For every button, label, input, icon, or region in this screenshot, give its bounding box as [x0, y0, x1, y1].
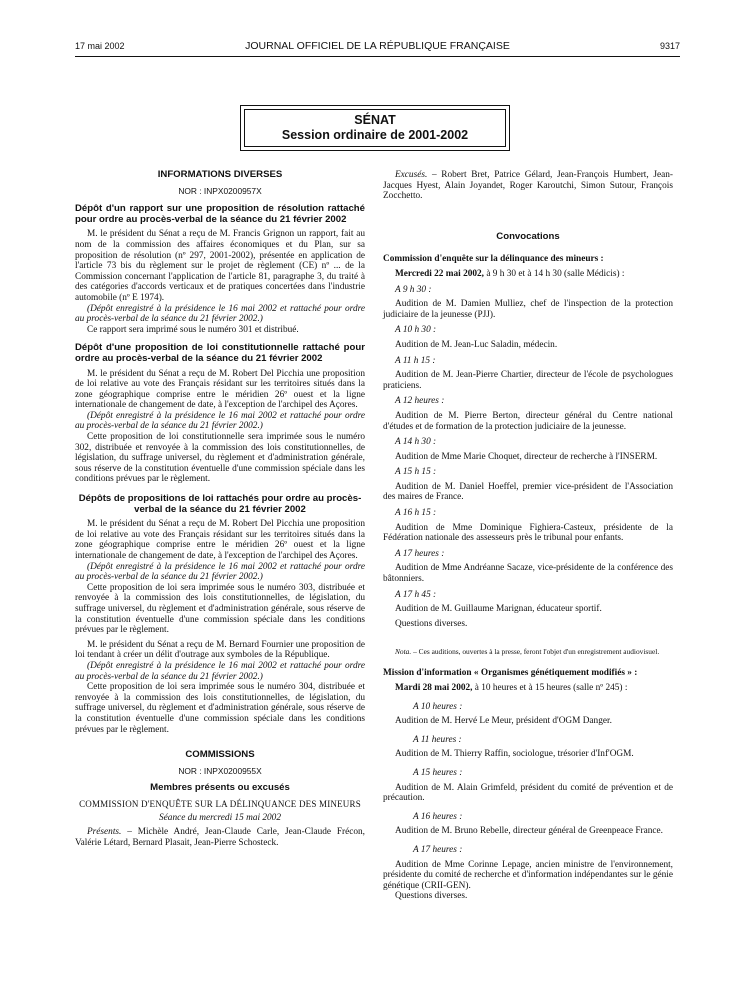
- deposit-3-title: Dépôts de propositions de loi rattachés pour ordre au procès-verbal de la séance du 21 février 2002: [78, 493, 362, 515]
- journal-title: JOURNAL OFFICIEL DE LA RÉPUBLIQUE FRANÇAISE: [245, 40, 510, 52]
- header-date: 17 mai 2002: [75, 41, 125, 51]
- schedule-time: A 15 h 15 :: [395, 467, 437, 478]
- nota-label: Nota.: [395, 647, 412, 657]
- mission-heading: Mission d'information « Organismes génétiquement modifiés » :: [383, 668, 638, 679]
- schedule-audition: Audition de M. Guillaume Marignan, éducateur sportif.: [395, 604, 602, 615]
- date-line-1: [383, 269, 673, 280]
- schedule-time: A 9 h 30 :: [395, 284, 432, 295]
- deposit-1-text: M. le président du Sénat a reçu de M. Francis Grignon un rapport, fait au nom de la commission des affaires économiques et du Plan, sur sa proposition de résolution (nº 297, 2001-2002), présentée en application de l'article 73 bis du règlement sur le projet de règlement (CE) nº ... de la Commission concernant l'application de l'article 81, paragraphe 3, du traité à des catégories d'accords verticaux et de pratiques concertées dans l'industrie automobile (nº E 1974).: [75, 229, 365, 303]
- deposit-3-print-1: Cette proposition de loi sera imprimée sous le numéro 303, distribuée et renvoyée à la commission des lois constitutionnelles, de législation, du suffrage universel, du règlement et d'administration générale, sous réserve de la constitution éventuelle d'une commission spéciale dans les conditions prévues par le règlement.: [75, 582, 365, 636]
- excuses-paragraph: [383, 170, 673, 202]
- deposit-3-print-2: Cette proposition de loi sera imprimée sous le numéro 304, distribuée et renvoyée à la commission des lois constitutionnelles, de législation, du suffrage universel, du règlement et d'administration générale, sous réserve de la constitution éventuelle d'une commission spéciale dans les conditions prévues par le règlement.: [75, 682, 365, 735]
- deposit-3-text-1: M. le président du Sénat a reçu de M. Robert Del Picchia une proposition de loi relative au vote des Français résidant sur les territoires situés dans la zone géographique comprise entre le méridien 26º ouest et la ligne internationale de changement de date, à l'exception de l'archipel des Açores.: [75, 519, 365, 561]
- members-title: Membres présents ou excusés: [150, 782, 290, 794]
- section-title-info: INFORMATIONS DIVERSES: [157, 169, 283, 180]
- schedule-time: A 16 h 15 :: [395, 508, 437, 519]
- date-2-bold: Mardi 28 mai 2002,: [395, 683, 473, 693]
- schedule-time: A 11 heures :: [413, 734, 462, 745]
- deposit-1-note: (Dépôt enregistré à la présidence le 16 mai 2002 et rattaché pour ordre au procès-verbal de la séance du 21 février 2002.): [75, 303, 365, 325]
- date-line-2: [383, 683, 673, 694]
- schedule-audition: Audition de M. Jean-Pierre Chartier, directeur de l'école de psychologues praticiens.: [383, 370, 673, 391]
- right-column: [383, 170, 673, 902]
- schedule-time: A 12 heures :: [395, 396, 445, 407]
- schedule-list-2: [383, 702, 673, 892]
- deposit-2-text: M. le président du Sénat a reçu de M. Robert Del Picchia une proposition de loi relative au vote des Français résidant sur les territoires situés dans la zone géographique comprise entre le méridien 26º ouest et la ligne internationale de changement de date, à l'exception de l'archipel des Açores.: [75, 368, 365, 411]
- nota-text: – Ces auditions, ouvertes à la presse, feront l'objet d'un enregistrement audiovisuel.: [413, 647, 660, 657]
- schedule-audition: Audition de Mme Marie Choquet, directeur de recherche à l'INSERM.: [395, 451, 658, 462]
- seance-date: Séance du mercredi 15 mai 2002: [159, 813, 281, 824]
- schedule-audition: Audition de Mme Corinne Lepage, ancien ministre de l'environnement, présidente du comité de recherche et d'information indépendantes sur le génie génétique (CRII-GEN).: [383, 859, 673, 891]
- date-1-rest: à 9 h 30 et à 14 h 30 (salle Médicis) :: [486, 268, 625, 279]
- schedule-time: A 16 heures :: [413, 811, 463, 822]
- senat-title-box: [240, 105, 510, 151]
- schedule-time: A 15 heures :: [413, 767, 463, 778]
- deposit-2-note: (Dépôt enregistré à la présidence le 16 mai 2002 et rattaché pour ordre au procès-verbal de la séance du 21 février 2002.): [75, 410, 365, 432]
- schedule-time: A 17 h 45 :: [395, 589, 437, 600]
- date-2-rest: à 10 heures et à 15 heures (salle nº 245) :: [474, 683, 628, 693]
- nor-info: NOR : INPX0200957X: [178, 185, 262, 196]
- questions-diverses-1: Questions diverses.: [395, 618, 468, 629]
- excuses-list: – Robert Bret, Patrice Gélard, Jean-François Humbert, Jean-Jacques Hyest, Alain Joyandet, Roger Karoutchi, Simon Sutour, François Zocchetto.: [383, 170, 673, 202]
- schedule-time: A 17 heures :: [395, 548, 445, 559]
- deposit-3-note-1: (Dépôt enregistré à la présidence le 16 mai 2002 et rattaché pour ordre au procès-verbal de la séance du 21 février 2002.): [75, 561, 365, 583]
- commission-name: COMMISSION D'ENQUÊTE SUR LA DÉLINQUANCE DES MINEURS: [79, 798, 361, 809]
- excuses-label: Excusés.: [395, 170, 428, 180]
- commission-heading: Commission d'enquête sur la délinquance des mineurs :: [383, 254, 604, 265]
- schedule-time: A 10 heures :: [413, 701, 463, 712]
- date-1-bold: Mercredi 22 mai 2002,: [395, 268, 484, 279]
- schedule-audition: Audition de M. Pierre Berton, directeur général du Centre national d'études et de formation de la protection judiciaire de la jeunesse.: [383, 410, 673, 432]
- deposit-3-note-2: (Dépôt enregistré à la présidence le 16 mai 2002 et rattaché pour ordre au procès-verbal de la séance du 21 février 2002.): [75, 660, 365, 682]
- left-column: [75, 170, 365, 848]
- deposit-2-print: Cette proposition de loi constitutionnelle sera imprimée sous le numéro 302, distribuée et renvoyée à la commission des lois constitutionnelles, de législation, du suffrage universel, du règlement et d'administration générale, sous réserve de la constitution éventuelle d'une commission spéciale dans les conditions prévues par le règlement.: [75, 432, 365, 485]
- presents-paragraph: [75, 827, 365, 848]
- schedule-audition: Audition de M. Alain Grimfeld, président du comité de prévention et de précaution.: [383, 782, 673, 804]
- deposit-1-print: Ce rapport sera imprimé sous le numéro 301 et distribué.: [87, 324, 299, 335]
- schedule-time: A 11 h 15 :: [395, 355, 436, 366]
- schedule-audition: Audition de M. Hervé Le Meur, président d'OGM Danger.: [395, 716, 612, 727]
- schedule-audition: Audition de M. Daniel Hoeffel, premier vice-président de l'Association des maires de France.: [383, 481, 673, 503]
- deposit-1-title: Dépôt d'un rapport sur une proposition de résolution rattaché pour ordre au procès-verbal de la séance du 21 février 2002: [75, 203, 365, 225]
- presents-list: – Michèle André, Jean-Claude Carle, Jean-Claude Frécon, Valérie Létard, Bernard Plasait, Jean-Pierre Schosteck.: [75, 827, 365, 848]
- schedule-audition: Audition de Mme Dominique Fighiera-Casteux, présidente de la Fédération nationale des assesseurs près le tribunal pour enfants.: [383, 522, 673, 544]
- header-rule: [75, 56, 680, 57]
- presents-label: Présents.: [87, 827, 122, 838]
- section-title-commissions: COMMISSIONS: [185, 749, 255, 761]
- schedule-audition: Audition de M. Damien Mulliez, chef de l'inspection de la protection judiciaire de la jeunesse (PJJ).: [383, 299, 673, 320]
- schedule-time: A 17 heures :: [413, 844, 463, 855]
- questions-diverses-2: Questions diverses.: [395, 891, 468, 902]
- nota-paragraph: [383, 647, 673, 656]
- page-header: [75, 41, 680, 54]
- schedule-audition: Audition de M. Thierry Raffin, sociologue, trésorier d'Inf'OGM.: [395, 749, 634, 760]
- schedule-audition: Audition de Mme Andréanne Sacaze, vice-présidente de la conférence des bâtonniers.: [383, 563, 673, 585]
- schedule-audition: Audition de M. Jean-Luc Saladin, médecin.: [395, 339, 558, 350]
- section-title-convocations: Convocations: [496, 230, 560, 242]
- page-number: 9317: [659, 41, 680, 51]
- senat-title: SÉNAT: [354, 113, 396, 127]
- schedule-list-1: [383, 285, 673, 615]
- schedule-audition: Audition de M. Bruno Rebelle, directeur général de Greenpeace France.: [395, 826, 663, 837]
- schedule-time: A 14 h 30 :: [395, 437, 437, 448]
- session-title: Session ordinaire de 2001-2002: [281, 128, 469, 142]
- schedule-time: A 10 h 30 :: [395, 325, 437, 336]
- nor-commissions: NOR : INPX0200955X: [178, 765, 262, 776]
- deposit-3-text-2: M. le président du Sénat a reçu de M. Bernard Fournier une proposition de loi tendant à créer un délit d'outrage aux symboles de la République.: [75, 639, 365, 661]
- deposit-2-title: Dépôt d'une proposition de loi constitutionnelle rattaché pour ordre au procès-verbal de la séance du 21 février 2002: [75, 342, 365, 364]
